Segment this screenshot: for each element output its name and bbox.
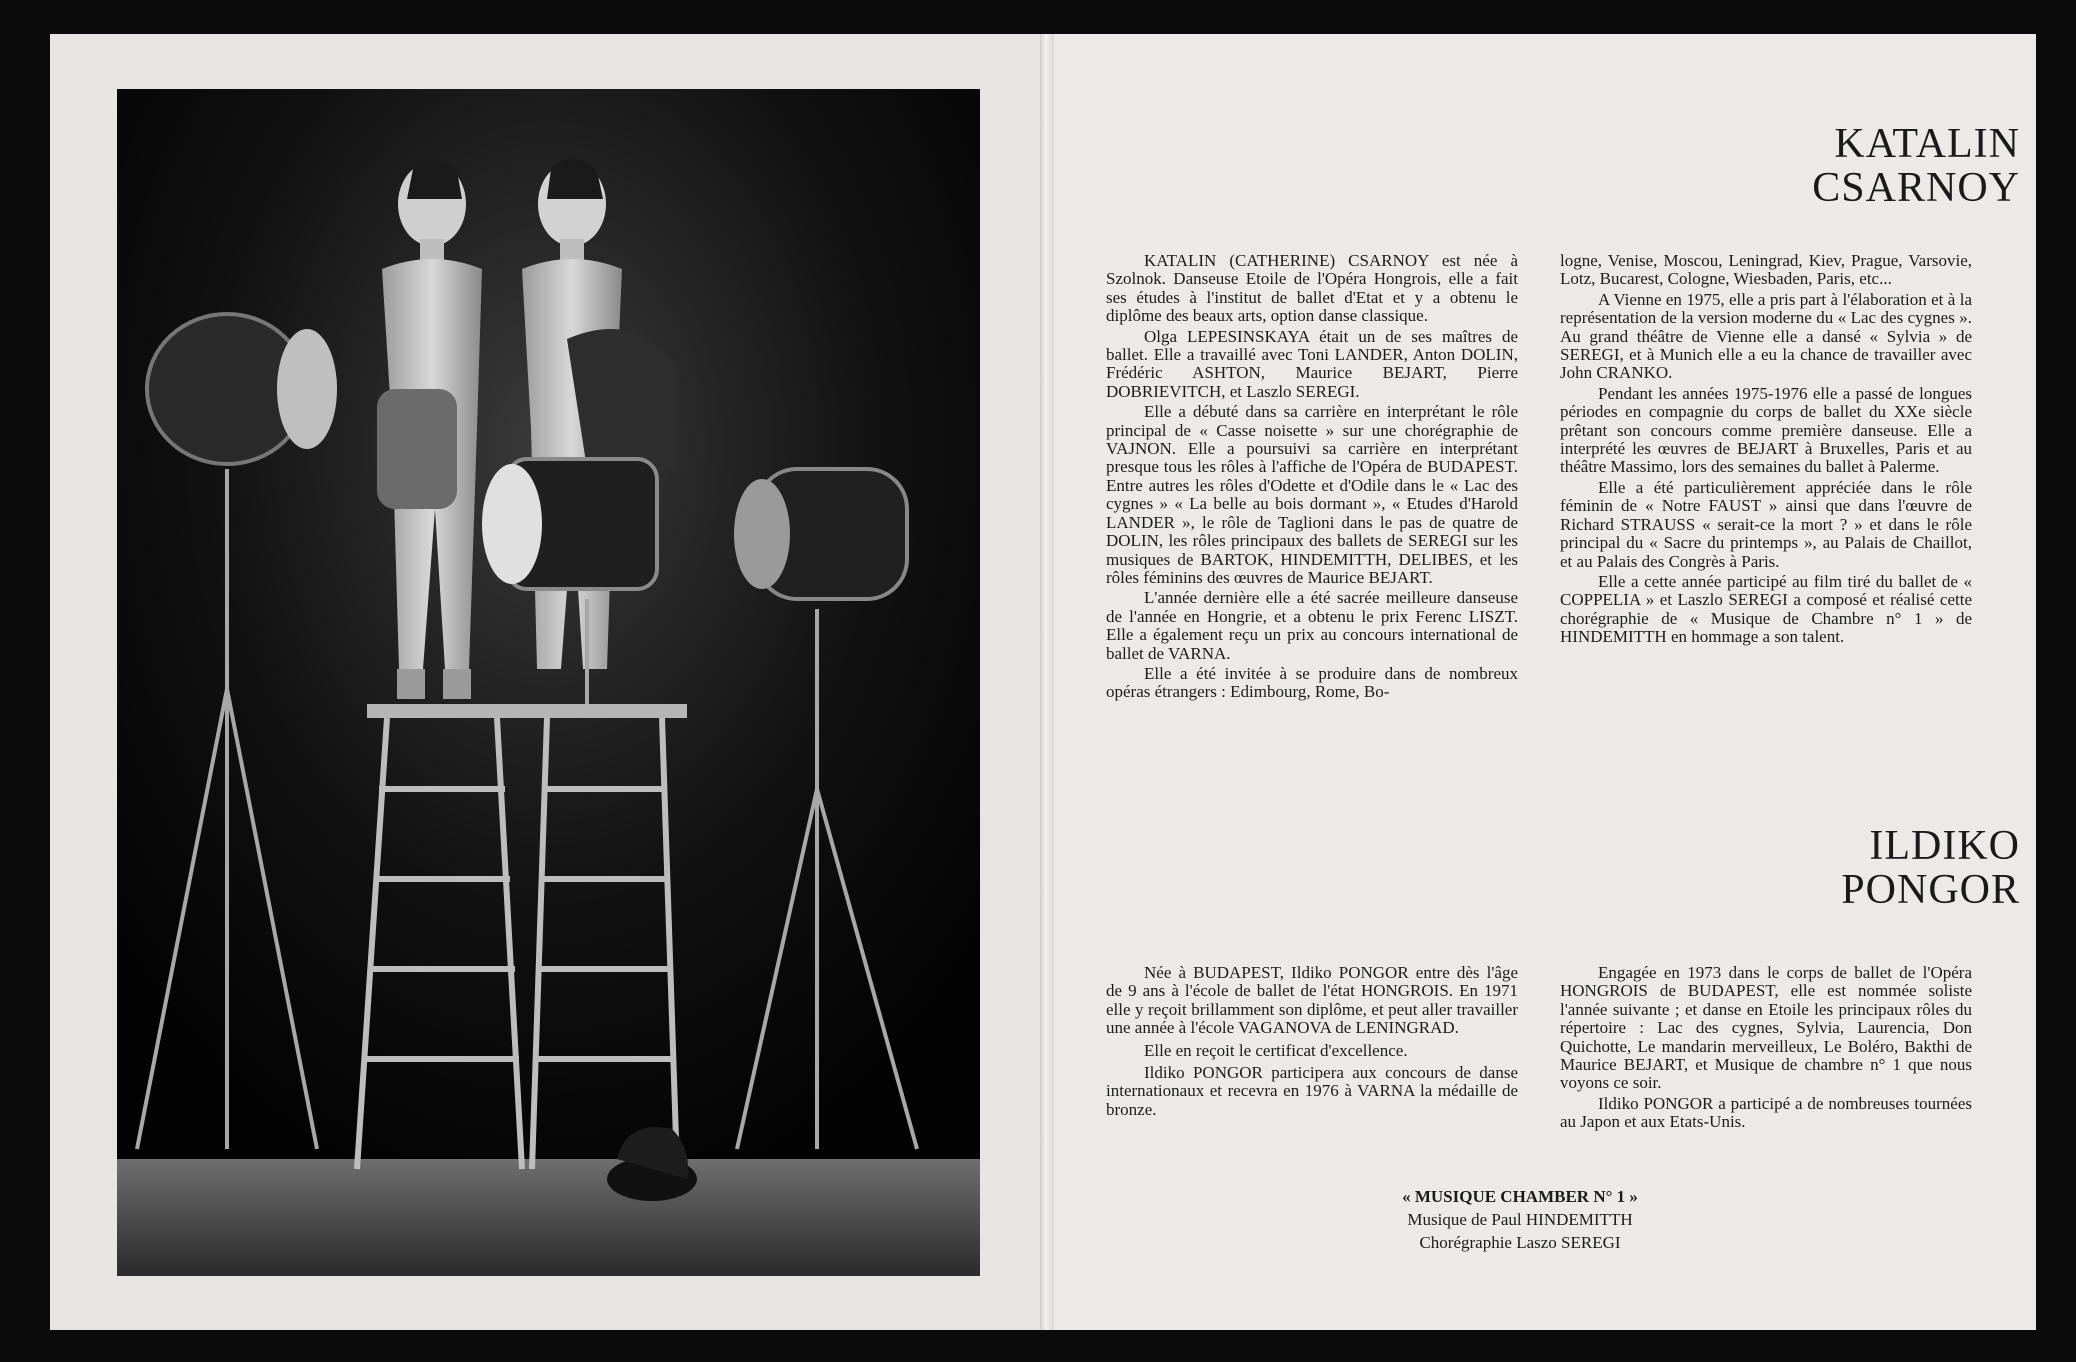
music-credit: Musique de Paul HINDEMITTH — [1407, 1210, 1633, 1229]
katalin-column-1 — [1106, 252, 1518, 704]
choreography-credit: Chorégraphie Laszo SEREGI — [1419, 1233, 1621, 1252]
paragraph: Pendant les années 1975-1976 elle a passé de longues périodes en compagnie du corps de ballet du XXe siècle prêtant son concours comme première danseuse. Elle a interprété les œuvres de BEJART à Bruxelles, Paris et au théâtre Massimo, lors des semaines du ballet à Palerme. — [1560, 383, 1972, 477]
paragraph: L'année dernière elle a été sacrée meilleure danseuse de l'année en Hongrie, et a obtenu le prix Ferenc LISZT. Elle a également reçu un prix au concours international de ballet de VARNA. — [1106, 588, 1518, 663]
ildiko-heading — [1841, 824, 2020, 912]
heading-last-name: PONGOR — [1841, 867, 2020, 913]
ildiko-column-2 — [1560, 964, 1972, 1134]
paragraph: Elle en reçoit le certificat d'excellence. — [1144, 1040, 1408, 1060]
heading-first-name: KATALIN — [1834, 121, 2020, 167]
paragraph: A Vienne en 1975, elle a pris part à l'élaboration et à la représentation de la version moderne du « Lac des cygnes ». Au grand théâtre de Vienne elle a dansé « Sylvia » de SEREGI, et à Munich elle a eu la chance de travailler avec John CRANKO. — [1560, 289, 1972, 383]
paragraph: Olga LEPESINSKAYA était un de ses maîtres de ballet. Elle a travaillé avec Toni LANDER, Anton DOLIN, Frédéric ASHTON, Maurice BEJART, Pierre DOBRIEVITCH, et Laszlo SEREGI. — [1106, 326, 1518, 401]
paragraph: Elle a été invitée à se produire dans de nombreux opéras étrangers : Edimbourg, Rome, Bo- — [1106, 663, 1518, 702]
heading-first-name: ILDIKO — [1869, 823, 2020, 869]
katalin-column-2 — [1560, 252, 1972, 649]
heading-last-name: CSARNOY — [1812, 165, 2020, 211]
stage-lamp-left — [147, 314, 337, 464]
paragraph: Elle a débuté dans sa carrière en interprétant le rôle principal de « Casse noisette » sur une chorégraphie de VAJNON. Elle a poursuivi sa carrière en interprétant presque tous les rôles à l'affiche de l'Opéra de BUDAPEST. Entre autres les rôles d'Odette et d'Odile dans le « Lac des cygnes » « La belle au bois dormant », « Etudes d'Harold LANDER », le rôle de Taglioni dans le pas de quatre de DOLIN, les rôles principaux des ballets de SEREGI sur les musiques de BARTOK, HINDEMITTH, DELIBES, et les rôles féminins des œuvres de Maurice BEJART. — [1106, 402, 1518, 587]
paragraph: Engagée en 1973 dans le corps de ballet de l'Opéra HONGROIS de BUDAPEST, elle est nommée soliste l'année suivante ; et danse en Etoile les principaux rôles du répertoire : Lac des cygnes, Sylvia, Laurencia, Don Quichotte, Le mandarin merveilleux, Le Boléro, Bakthi de Maurice BEJART, et Musique de chambre n° 1 que nous voyons ce soir. — [1560, 963, 1972, 1093]
stage-lamp-right — [734, 469, 907, 599]
ballet-photograph — [117, 89, 980, 1276]
paragraph: Ildiko PONGOR a participé a de nombreuses tournées au Japon et aux Etats-Unis. — [1560, 1093, 1972, 1132]
book-gutter — [1040, 34, 1054, 1330]
work-title: « MUSIQUE CHAMBER N° 1 » — [1402, 1187, 1638, 1206]
paragraph: logne, Venise, Moscou, Leningrad, Kiev, Prague, Varsovie, Lotz, Bucarest, Cologne, Wiesbaden, Paris, etc... — [1560, 251, 1972, 289]
katalin-heading — [1812, 122, 2020, 210]
ildiko-column-1 — [1106, 964, 1518, 1121]
paragraph: Ildiko PONGOR participera aux concours de danse internationaux et recevra en 1976 à VARNA la médaille de bronze. — [1106, 1063, 1518, 1119]
paragraph: Elle a été particulièrement appréciée dans le rôle féminin de « Notre FAUST » ainsi que dans l'œuvre de Richard STRAUSS « serait-ce la mort ? » et dans le rôle principal du « Sacre du printemps », au Palais de Chaillot, et au Palais des Congrès à Paris. — [1560, 477, 1972, 571]
paragraph: Née à BUDAPEST, Ildiko PONGOR entre dès l'âge de 9 ans à l'école de ballet de l'état HONGROIS. En 1971 elle y reçoit brillamment son diplôme, et peut aller travailler une année à l'école VAGANOVA de LENINGRAD. — [1106, 963, 1518, 1038]
paragraph: Elle a cette année participé au film tiré du ballet de « COPPELIA » et Laszlo SEREGI a composé et réalisé cette chorégraphie de « Musique de Chambre n° 1 » de HINDEMITTH en hommage a son talent. — [1560, 571, 1972, 647]
performance-credits — [1350, 1185, 1690, 1254]
paragraph: KATALIN (CATHERINE) CSARNOY est née à Szolnok. Danseuse Etoile de l'Opéra Hongrois, elle a fait ses études à l'institut de ballet d'Etat et y a obtenu le diplôme des beaux arts, option danse classique. — [1106, 251, 1518, 326]
stage-lamp-center — [482, 459, 657, 589]
photo-illustration — [117, 89, 980, 1276]
